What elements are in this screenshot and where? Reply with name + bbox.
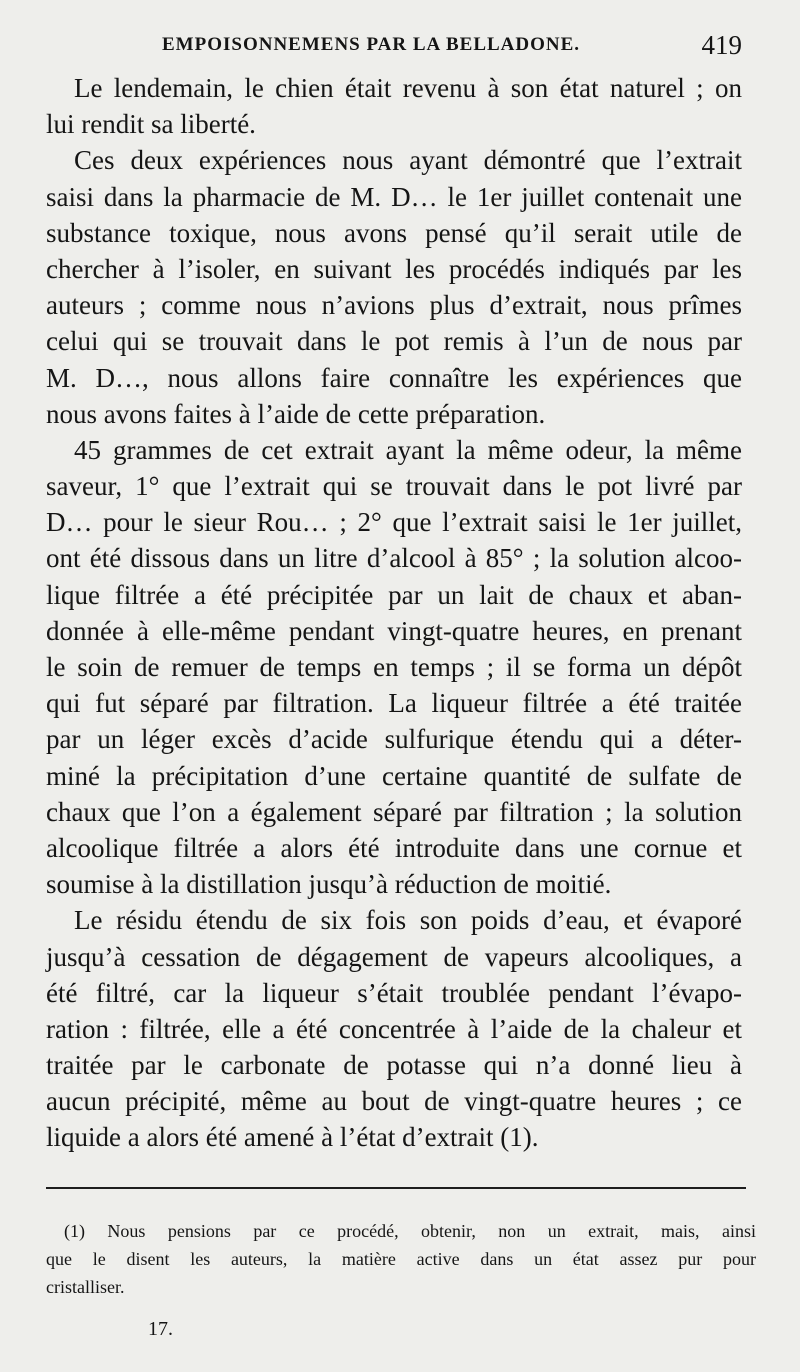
footnote-line: (1) Nous pensions par ce procédé, obtenir, non un extrait, mais, ainsi <box>64 1221 756 1241</box>
footnote <box>46 1217 756 1301</box>
text-line: nous avons faites à l’aide de cette préparation. <box>46 398 546 429</box>
text-line: par un léger excès d’acide sulfurique étendu qui a déter- <box>46 724 742 755</box>
text-line: D… pour le sieur Rou… ; 2° que l’extrait saisi le 1er juillet, <box>46 507 742 538</box>
text-line: Le résidu étendu de six fois son poids d’eau, et évaporé <box>74 905 742 936</box>
text-line: M. D…, nous allons faire connaître les expériences que <box>46 362 742 393</box>
text-line: miné la précipitation d’une certaine quantité de sulfate de <box>46 760 742 791</box>
text-line: Le lendemain, le chien était revenu à son état naturel ; on <box>74 73 742 103</box>
text-line: liquide a alors été amené à l’état d’extrait (1). <box>46 1122 539 1153</box>
text-line: lique filtrée a été précipitée par un lait de chaux et aban- <box>46 579 742 610</box>
page-number: 419 <box>701 30 742 60</box>
text-line: saveur, 1° que l’extrait qui se trouvait dans le pot livré par <box>46 471 742 502</box>
text-line: alcoolique filtrée a alors été introduite dans une cornue et <box>46 832 742 863</box>
footnote-divider <box>46 1187 746 1189</box>
footnote-line: cristalliser. <box>46 1277 125 1297</box>
text-line: auteurs ; comme nous n’avions plus d’extrait, nous prîmes <box>46 290 742 321</box>
text-line: substance toxique, nous avons pensé qu’il serait utile de <box>46 217 742 248</box>
running-title: EMPOISONNEMENS PAR LA BELLADONE. <box>162 34 581 55</box>
text-line: 45 grammes de cet extrait ayant la même odeur, la même <box>74 434 742 465</box>
text-line: ont été dissous dans un litre d’alcool à 85° ; la solution alcoo- <box>46 543 742 574</box>
text-line: donnée à elle-même pendant vingt-quatre heures, en prenant <box>46 615 742 646</box>
text-line: soumise à la distillation jusqu’à réduction de moitié. <box>46 869 612 900</box>
body-text <box>46 70 742 1156</box>
signature-mark: 17. <box>148 1318 173 1340</box>
text-line: ration : filtrée, elle a été concentrée à l’aide de la chaleur et <box>46 1013 742 1044</box>
text-line: celui qui se trouvait dans le pot remis à l’un de nous par <box>46 326 742 357</box>
page-header <box>46 30 742 64</box>
text-line: Ces deux expériences nous ayant démontré que l’extrait <box>74 145 742 176</box>
text-line: lui rendit sa liberté. <box>46 109 256 140</box>
text-line: le soin de remuer de temps en temps ; il se forma un dépôt <box>46 652 742 682</box>
text-line: qui fut séparé par filtration. La liqueur filtrée a été traitée <box>46 688 742 719</box>
text-line: chaux que l’on a également séparé par filtration ; la solution <box>46 796 742 827</box>
text-line: été filtré, car la liqueur s’était troublée pendant l’évapo- <box>46 977 742 1008</box>
text-line: jusqu’à cessation de dégagement de vapeurs alcooliques, a <box>46 941 742 972</box>
footnote-line: que le disent les auteurs, la matière active dans un état assez pur pour <box>46 1249 756 1269</box>
text-line: saisi dans la pharmacie de M. D… le 1er juillet contenait une <box>46 181 742 212</box>
text-line: aucun précipité, même au bout de vingt-quatre heures ; ce <box>46 1086 742 1117</box>
text-line: chercher à l’isoler, en suivant les procédés indiqués par les <box>46 253 742 284</box>
text-line: traitée par le carbonate de potasse qui n’a donné lieu à <box>46 1050 742 1081</box>
